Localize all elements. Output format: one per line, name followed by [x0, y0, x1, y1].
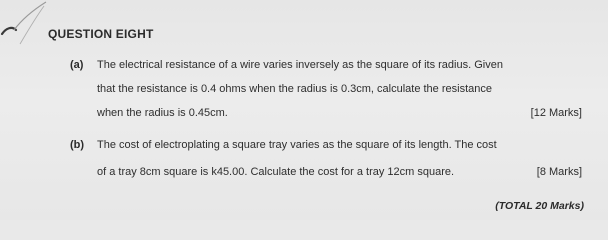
part-a-line-3: when the radius is 0.45cm.	[97, 107, 228, 119]
part-a-label: (a)	[70, 59, 84, 71]
question-heading: QUESTION EIGHT	[48, 27, 154, 41]
part-a-marks: [12 Marks]	[530, 107, 582, 119]
part-a-line-2: that the resistance is 0.4 ohms when the radius is 0.3cm, calculate the resistance	[97, 83, 492, 95]
part-b-label: (b)	[70, 139, 85, 151]
part-b-line-2: of a tray 8cm square is k45.00. Calculate the cost for a tray 12cm square.	[97, 166, 455, 178]
corner-pen-mark	[0, 0, 60, 50]
total-marks: (TOTAL 20 Marks)	[495, 200, 584, 212]
part-b-marks: [8 Marks]	[536, 166, 582, 178]
part-b-line-1: The cost of electroplating a square tray varies as the square of its length. The cost	[97, 139, 497, 151]
part-a-line-1: The electrical resistance of a wire varies inversely as the square of its radius. Given	[97, 59, 503, 71]
